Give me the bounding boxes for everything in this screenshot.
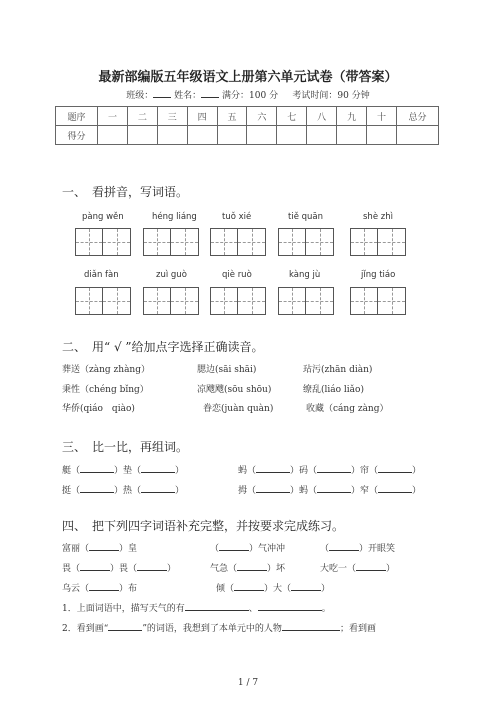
question-2 (62, 621, 376, 634)
answer-blank[interactable] (329, 541, 359, 551)
answer-blank[interactable] (378, 463, 412, 473)
full-score: 满分：100 分 (222, 91, 279, 101)
writing-grid[interactable] (278, 287, 334, 315)
answer-blank[interactable] (219, 541, 249, 551)
answer-blank[interactable] (234, 581, 264, 591)
answer-blank[interactable] (256, 463, 290, 473)
answer-blank[interactable] (141, 483, 175, 493)
pinyin-label: zuì guò (156, 270, 187, 280)
score-header-cell: 六 (247, 107, 277, 126)
document-title: 最新部编版五年级语文上册第六单元试卷（带答案） (98, 70, 398, 85)
answer-blank[interactable] (237, 561, 267, 571)
idiom-item (320, 541, 395, 554)
name-label: 姓名： (174, 91, 202, 101)
idiom-item (62, 541, 137, 554)
class-label: 班级： (126, 91, 154, 101)
answer-blank[interactable] (80, 483, 114, 493)
reading-choice: 葬送（zàng zhàng） (62, 365, 150, 375)
writing-grid[interactable] (350, 228, 406, 256)
reading-choice: 华侨(qiáo qiào) (62, 404, 135, 414)
char-prompt: 拇（ (238, 486, 257, 496)
idiom-item (320, 561, 395, 574)
pinyin-label: jǐng tiáo (361, 270, 396, 280)
score-cell[interactable] (247, 126, 277, 145)
writing-grid[interactable] (350, 287, 406, 315)
score-header-cell: 二 (127, 107, 157, 126)
reading-choice: 腮边(sāi shāi) (197, 365, 257, 375)
writing-grid[interactable] (210, 287, 266, 315)
writing-grid[interactable] (143, 228, 199, 256)
char-prompt: 挺（ (62, 486, 81, 496)
char-prompt: 艇（ (62, 466, 81, 476)
answer-blank[interactable] (80, 561, 110, 571)
idiom-item (62, 561, 176, 574)
char-prompt: ） (175, 466, 185, 476)
char-prompt: ） (412, 486, 422, 496)
idiom-item (210, 541, 285, 554)
char-prompt: ）窄（ (351, 486, 379, 496)
reading-choice: 秉性（chéng bǐng） (62, 385, 149, 395)
score-header-row (56, 107, 439, 126)
char-prompt: ）帘（ (351, 466, 379, 476)
answer-blank[interactable] (378, 483, 412, 493)
char-prompt: ）码（ (290, 466, 318, 476)
reading-choice: 玷污(zhān diàn) (303, 365, 373, 375)
reading-choice: 凉飕飕(sōu shōu) (197, 385, 272, 395)
score-header-cell: 五 (217, 107, 247, 126)
section-1-heading: 一、 看拼音，写词语。 (62, 185, 189, 199)
char-prompt: ） (412, 466, 422, 476)
answer-blank[interactable] (185, 601, 249, 611)
answer-blank[interactable] (80, 463, 114, 473)
score-row-label: 得分 (56, 126, 98, 145)
writing-grid[interactable] (75, 228, 131, 256)
pinyin-label: pàng wěn (82, 212, 124, 222)
exam-time: 考试时间：90 分钟 (292, 91, 370, 101)
answer-blank[interactable] (282, 621, 340, 631)
char-prompt: 蚂（ (238, 466, 257, 476)
score-cell[interactable] (187, 126, 217, 145)
idiom-text: ） (321, 584, 331, 594)
pinyin-label: tuǒ xié (222, 212, 252, 222)
score-cell[interactable] (277, 126, 307, 145)
score-header-cell: 总分 (397, 107, 439, 126)
section-4-heading: 四、 把下列四字词语补充完整，并按要求完成练习。 (62, 519, 345, 533)
pinyin-label: diǎn fàn (84, 270, 119, 280)
idiom-text: 气急（ (210, 564, 238, 574)
score-header-cell: 八 (307, 107, 337, 126)
pinyin-label: shè zhì (363, 212, 393, 222)
idiom-text: ） (386, 564, 396, 574)
question-text: ；看到画 (339, 624, 376, 634)
answer-blank[interactable] (317, 463, 351, 473)
score-cell[interactable] (157, 126, 187, 145)
answer-blank[interactable] (141, 463, 175, 473)
score-header-cell: 题序 (56, 107, 98, 126)
question-text: 、 (248, 604, 258, 614)
pinyin-label: qiè ruò (222, 270, 252, 280)
idiom-text: 畏（ (62, 564, 81, 574)
char-prompt: ）垫（ (114, 466, 142, 476)
class-blank (153, 88, 171, 98)
page-number: 1 / 7 (237, 678, 259, 688)
score-header-cell: 九 (337, 107, 367, 126)
idiom-text: （ (210, 544, 220, 554)
pinyin-label: tiě quān (288, 212, 324, 222)
compare-row (62, 463, 184, 476)
char-prompt: ）蚂（ (290, 486, 318, 496)
score-cell[interactable] (127, 126, 157, 145)
idiom-text: ）开眼笑 (359, 544, 396, 554)
idiom-text: ）皇 (119, 544, 138, 554)
reading-choice: 眷恋(juàn quàn) (203, 404, 274, 414)
idiom-text: （ (320, 544, 330, 554)
idiom-text: 乌云（ (62, 584, 90, 594)
idiom-text: ） (167, 564, 177, 574)
idiom-item (62, 581, 137, 594)
score-cell[interactable] (337, 126, 367, 145)
name-blank (201, 88, 219, 98)
writing-grid[interactable] (143, 287, 199, 315)
idiom-item (210, 561, 285, 574)
idiom-text: 富丽（ (62, 544, 90, 554)
section-2-heading: 二、 用“ √ ”给加点字选择正确读音。 (62, 340, 264, 354)
idiom-text: ）坏 (267, 564, 286, 574)
score-table (55, 106, 439, 145)
score-header-cell: 七 (277, 107, 307, 126)
answer-blank[interactable] (89, 581, 119, 591)
pinyin-label: héng liáng (152, 212, 197, 222)
question-text: 2．看到画“ (62, 624, 109, 634)
compare-row (62, 483, 184, 496)
score-cell[interactable] (98, 126, 128, 145)
exam-info (0, 88, 496, 101)
idiom-text: 大吃一（ (320, 564, 357, 574)
score-header-cell: 十 (367, 107, 397, 126)
answer-blank[interactable] (256, 483, 290, 493)
score-cell[interactable] (217, 126, 247, 145)
question-text: 1．上面词语中，描写天气的有 (62, 604, 185, 614)
score-row (56, 126, 439, 145)
char-prompt: ）热（ (114, 486, 142, 496)
writing-grid[interactable] (75, 287, 131, 315)
idiom-text: 倾（ (216, 584, 235, 594)
score-cell[interactable] (397, 126, 439, 145)
answer-blank[interactable] (258, 601, 322, 611)
answer-blank[interactable] (89, 541, 119, 551)
idiom-item (216, 581, 330, 594)
compare-row (238, 483, 421, 496)
score-header-cell: 三 (157, 107, 187, 126)
writing-grid[interactable] (210, 228, 266, 256)
answer-blank[interactable] (291, 581, 321, 591)
question-1 (62, 601, 331, 614)
answer-blank[interactable] (317, 483, 351, 493)
answer-blank[interactable] (356, 561, 386, 571)
idiom-text: ）布 (119, 584, 138, 594)
compare-row (238, 463, 421, 476)
score-header-cell: 一 (98, 107, 128, 126)
idiom-text: ）畏（ (110, 564, 138, 574)
reading-choice: 收藏（cáng zàng） (306, 404, 389, 414)
idiom-text: ）大（ (264, 584, 292, 594)
section-3-heading: 三、 比一比，再组词。 (62, 440, 189, 454)
writing-grid[interactable] (278, 228, 334, 256)
score-cell[interactable] (307, 126, 337, 145)
score-cell[interactable] (367, 126, 397, 145)
idiom-text: ）气冲冲 (249, 544, 286, 554)
pinyin-label: kàng jù (289, 270, 321, 280)
reading-choice: 缭乱(liáo liǎo) (303, 385, 364, 395)
question-text: 。 (321, 604, 331, 614)
question-text: ”的词语，我想到了本单元中的人物 (142, 624, 282, 634)
score-header-cell: 四 (187, 107, 217, 126)
answer-blank[interactable] (137, 561, 167, 571)
char-prompt: ） (175, 486, 185, 496)
answer-blank[interactable] (108, 621, 142, 631)
